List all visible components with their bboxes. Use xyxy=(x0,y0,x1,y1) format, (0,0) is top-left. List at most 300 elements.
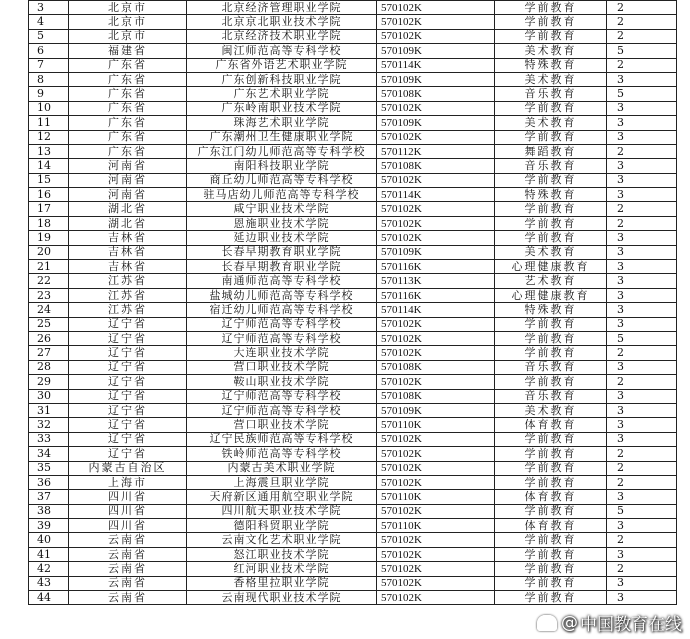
duration-cell: 3 xyxy=(607,591,677,605)
school-name-cell: 珠海艺术职业学院 xyxy=(187,116,377,130)
major-name-cell: 学前教育 xyxy=(495,29,607,43)
major-code-cell: 570108K xyxy=(377,159,495,173)
row-number-cell: 9 xyxy=(29,87,69,101)
school-name-cell: 广东艺术职业学院 xyxy=(187,87,377,101)
duration-cell: 2 xyxy=(607,15,677,29)
school-name-cell: 辽宁师范高等专科学校 xyxy=(187,317,377,331)
major-code-cell: 570109K xyxy=(377,116,495,130)
logo-icon xyxy=(537,615,557,631)
row-number-cell: 13 xyxy=(29,144,69,158)
duration-cell: 3 xyxy=(607,159,677,173)
table-row xyxy=(29,130,677,144)
province-cell: 云南省 xyxy=(69,533,187,547)
major-name-cell: 音乐教育 xyxy=(495,360,607,374)
row-number-cell: 32 xyxy=(29,418,69,432)
major-name-cell: 学前教育 xyxy=(495,547,607,561)
table-row xyxy=(29,519,677,533)
school-name-cell: 云南现代职业技术学院 xyxy=(187,591,377,605)
province-cell: 江苏省 xyxy=(69,303,187,317)
row-number-cell: 3 xyxy=(29,1,69,15)
row-number-cell: 30 xyxy=(29,389,69,403)
province-cell: 河南省 xyxy=(69,173,187,187)
row-number-cell: 16 xyxy=(29,188,69,202)
school-name-cell: 怒江职业技术学院 xyxy=(187,547,377,561)
major-code-cell: 570114K xyxy=(377,188,495,202)
duration-cell: 2 xyxy=(607,461,677,475)
major-name-cell: 学前教育 xyxy=(495,475,607,489)
duration-cell: 2 xyxy=(607,58,677,72)
school-name-cell: 北京京北职业技术学院 xyxy=(187,15,377,29)
table-row xyxy=(29,44,677,58)
province-cell: 广东省 xyxy=(69,87,187,101)
duration-cell: 2 xyxy=(607,216,677,230)
table-row xyxy=(29,360,677,374)
major-name-cell: 学前教育 xyxy=(495,432,607,446)
approval-table xyxy=(28,0,677,605)
row-number-cell: 42 xyxy=(29,562,69,576)
major-code-cell: 570102K xyxy=(377,202,495,216)
row-number-cell: 20 xyxy=(29,245,69,259)
major-name-cell: 体育教育 xyxy=(495,519,607,533)
school-name-cell: 宿迁幼儿师范高等专科学校 xyxy=(187,303,377,317)
major-code-cell: 570109K xyxy=(377,245,495,259)
table-row xyxy=(29,591,677,605)
province-cell: 上海市 xyxy=(69,475,187,489)
duration-cell: 3 xyxy=(607,303,677,317)
table-row xyxy=(29,173,677,187)
major-name-cell: 体育教育 xyxy=(495,490,607,504)
province-cell: 辽宁省 xyxy=(69,375,187,389)
table-row xyxy=(29,260,677,274)
major-name-cell: 学前教育 xyxy=(495,504,607,518)
row-number-cell: 43 xyxy=(29,576,69,590)
school-name-cell: 鞍山职业技术学院 xyxy=(187,375,377,389)
row-number-cell: 19 xyxy=(29,231,69,245)
province-cell: 辽宁省 xyxy=(69,360,187,374)
row-number-cell: 22 xyxy=(29,274,69,288)
province-cell: 湖北省 xyxy=(69,216,187,230)
major-code-cell: 570102K xyxy=(377,346,495,360)
school-name-cell: 北京经济管理职业学院 xyxy=(187,1,377,15)
major-name-cell: 音乐教育 xyxy=(495,87,607,101)
major-name-cell: 学前教育 xyxy=(495,1,607,15)
table-row xyxy=(29,375,677,389)
table-row xyxy=(29,461,677,475)
province-cell: 吉林省 xyxy=(69,260,187,274)
major-code-cell: 570102K xyxy=(377,231,495,245)
table-row xyxy=(29,58,677,72)
school-name-cell: 北京经济技术职业学院 xyxy=(187,29,377,43)
major-code-cell: 570102K xyxy=(377,317,495,331)
duration-cell: 5 xyxy=(607,504,677,518)
major-name-cell: 音乐教育 xyxy=(495,389,607,403)
major-name-cell: 美术教育 xyxy=(495,44,607,58)
watermark-text: 中国教育在线 xyxy=(580,615,682,635)
major-name-cell: 美术教育 xyxy=(495,116,607,130)
major-name-cell: 学前教育 xyxy=(495,576,607,590)
major-code-cell: 570102K xyxy=(377,447,495,461)
major-name-cell: 学前教育 xyxy=(495,101,607,115)
duration-cell: 3 xyxy=(607,274,677,288)
school-name-cell: 长春早期教育职业学院 xyxy=(187,260,377,274)
table-row xyxy=(29,72,677,86)
row-number-cell: 41 xyxy=(29,547,69,561)
row-number-cell: 14 xyxy=(29,159,69,173)
duration-cell: 5 xyxy=(607,87,677,101)
major-name-cell: 学前教育 xyxy=(495,216,607,230)
duration-cell: 3 xyxy=(607,389,677,403)
school-name-cell: 辽宁民族师范高等专科学校 xyxy=(187,432,377,446)
major-name-cell: 学前教育 xyxy=(495,331,607,345)
table-row xyxy=(29,216,677,230)
major-name-cell: 音乐教育 xyxy=(495,159,607,173)
school-name-cell: 商丘幼儿师范高等专科学校 xyxy=(187,173,377,187)
major-name-cell: 学前教育 xyxy=(495,375,607,389)
table-row xyxy=(29,159,677,173)
duration-cell: 3 xyxy=(607,188,677,202)
major-code-cell: 570109K xyxy=(377,44,495,58)
duration-cell: 3 xyxy=(607,432,677,446)
duration-cell: 2 xyxy=(607,533,677,547)
school-name-cell: 闽江师范高等专科学校 xyxy=(187,44,377,58)
school-name-cell: 内蒙古美术职业学院 xyxy=(187,461,377,475)
table-row xyxy=(29,231,677,245)
row-number-cell: 35 xyxy=(29,461,69,475)
province-cell: 四川省 xyxy=(69,504,187,518)
table-row xyxy=(29,562,677,576)
row-number-cell: 12 xyxy=(29,130,69,144)
row-number-cell: 37 xyxy=(29,490,69,504)
duration-cell: 3 xyxy=(607,547,677,561)
province-cell: 福建省 xyxy=(69,44,187,58)
row-number-cell: 27 xyxy=(29,346,69,360)
duration-cell: 2 xyxy=(607,375,677,389)
table-row xyxy=(29,144,677,158)
province-cell: 江苏省 xyxy=(69,288,187,302)
major-name-cell: 特殊教育 xyxy=(495,58,607,72)
province-cell: 江苏省 xyxy=(69,274,187,288)
table-row xyxy=(29,576,677,590)
province-cell: 云南省 xyxy=(69,576,187,590)
major-code-cell: 570102K xyxy=(377,547,495,561)
school-name-cell: 香格里拉职业学院 xyxy=(187,576,377,590)
province-cell: 广东省 xyxy=(69,116,187,130)
duration-cell: 2 xyxy=(607,475,677,489)
table-row xyxy=(29,188,677,202)
school-name-cell: 广东江门幼儿师范高等专科学校 xyxy=(187,144,377,158)
province-cell: 广东省 xyxy=(69,101,187,115)
row-number-cell: 28 xyxy=(29,360,69,374)
major-code-cell: 570102K xyxy=(377,331,495,345)
school-name-cell: 红河职业技术学院 xyxy=(187,562,377,576)
duration-cell: 2 xyxy=(607,1,677,15)
school-name-cell: 营口职业技术学院 xyxy=(187,418,377,432)
duration-cell: 3 xyxy=(607,130,677,144)
province-cell: 辽宁省 xyxy=(69,317,187,331)
province-cell: 广东省 xyxy=(69,130,187,144)
duration-cell: 3 xyxy=(607,317,677,331)
major-code-cell: 570102K xyxy=(377,1,495,15)
school-name-cell: 盐城幼儿师范高等专科学校 xyxy=(187,288,377,302)
major-code-cell: 570102K xyxy=(377,591,495,605)
duration-cell: 2 xyxy=(607,144,677,158)
table-row xyxy=(29,87,677,101)
major-code-cell: 570109K xyxy=(377,403,495,417)
duration-cell: 3 xyxy=(607,72,677,86)
school-name-cell: 辽宁师范高等专科学校 xyxy=(187,331,377,345)
province-cell: 河南省 xyxy=(69,159,187,173)
major-name-cell: 学前教育 xyxy=(495,173,607,187)
school-name-cell: 长春早期教育职业学院 xyxy=(187,245,377,259)
row-number-cell: 21 xyxy=(29,260,69,274)
duration-cell: 2 xyxy=(607,447,677,461)
major-code-cell: 570108K xyxy=(377,360,495,374)
row-number-cell: 39 xyxy=(29,519,69,533)
duration-cell: 3 xyxy=(607,418,677,432)
row-number-cell: 11 xyxy=(29,116,69,130)
major-code-cell: 570110K xyxy=(377,519,495,533)
duration-cell: 3 xyxy=(607,360,677,374)
major-code-cell: 570102K xyxy=(377,475,495,489)
table-row xyxy=(29,475,677,489)
school-name-cell: 四川航天职业技术学院 xyxy=(187,504,377,518)
province-cell: 北京市 xyxy=(69,1,187,15)
province-cell: 广东省 xyxy=(69,58,187,72)
major-name-cell: 学前教育 xyxy=(495,562,607,576)
table-row xyxy=(29,432,677,446)
table-row xyxy=(29,389,677,403)
table-row xyxy=(29,547,677,561)
province-cell: 四川省 xyxy=(69,490,187,504)
major-name-cell: 心理健康教育 xyxy=(495,288,607,302)
province-cell: 吉林省 xyxy=(69,245,187,259)
row-number-cell: 24 xyxy=(29,303,69,317)
major-name-cell: 特殊教育 xyxy=(495,188,607,202)
table-row xyxy=(29,403,677,417)
duration-cell: 3 xyxy=(607,519,677,533)
duration-cell: 3 xyxy=(607,490,677,504)
duration-cell: 3 xyxy=(607,173,677,187)
province-cell: 辽宁省 xyxy=(69,403,187,417)
major-code-cell: 570102K xyxy=(377,216,495,230)
province-cell: 内蒙古自治区 xyxy=(69,461,187,475)
row-number-cell: 18 xyxy=(29,216,69,230)
school-name-cell: 驻马店幼儿师范高等专科学校 xyxy=(187,188,377,202)
row-number-cell: 7 xyxy=(29,58,69,72)
row-number-cell: 26 xyxy=(29,331,69,345)
row-number-cell: 38 xyxy=(29,504,69,518)
row-number-cell: 10 xyxy=(29,101,69,115)
duration-cell: 3 xyxy=(607,288,677,302)
major-code-cell: 570102K xyxy=(377,375,495,389)
major-code-cell: 570109K xyxy=(377,72,495,86)
province-cell: 辽宁省 xyxy=(69,331,187,345)
major-code-cell: 570108K xyxy=(377,87,495,101)
province-cell: 辽宁省 xyxy=(69,447,187,461)
major-name-cell: 学前教育 xyxy=(495,15,607,29)
major-name-cell: 美术教育 xyxy=(495,72,607,86)
major-code-cell: 570102K xyxy=(377,533,495,547)
province-cell: 吉林省 xyxy=(69,231,187,245)
major-code-cell: 570102K xyxy=(377,15,495,29)
school-name-cell: 广东创新科技职业学院 xyxy=(187,72,377,86)
province-cell: 辽宁省 xyxy=(69,346,187,360)
table-row xyxy=(29,29,677,43)
school-name-cell: 辽宁师范高等专科学校 xyxy=(187,403,377,417)
duration-cell: 3 xyxy=(607,245,677,259)
row-number-cell: 25 xyxy=(29,317,69,331)
table-row xyxy=(29,116,677,130)
row-number-cell: 33 xyxy=(29,432,69,446)
major-name-cell: 学前教育 xyxy=(495,346,607,360)
major-code-cell: 570108K xyxy=(377,389,495,403)
major-name-cell: 学前教育 xyxy=(495,202,607,216)
watermark xyxy=(537,610,682,635)
province-cell: 北京市 xyxy=(69,29,187,43)
province-cell: 云南省 xyxy=(69,591,187,605)
duration-cell: 3 xyxy=(607,576,677,590)
duration-cell: 2 xyxy=(607,562,677,576)
major-code-cell: 570116K xyxy=(377,288,495,302)
row-number-cell: 17 xyxy=(29,202,69,216)
major-code-cell: 570102K xyxy=(377,504,495,518)
table-row xyxy=(29,202,677,216)
major-name-cell: 舞蹈教育 xyxy=(495,144,607,158)
major-name-cell: 学前教育 xyxy=(495,533,607,547)
major-name-cell: 学前教育 xyxy=(495,317,607,331)
school-name-cell: 云南文化艺术职业学院 xyxy=(187,533,377,547)
major-code-cell: 570113K xyxy=(377,274,495,288)
school-name-cell: 铁岭师范高等专科学校 xyxy=(187,447,377,461)
school-name-cell: 咸宁职业技术学院 xyxy=(187,202,377,216)
major-code-cell: 570114K xyxy=(377,303,495,317)
province-cell: 湖北省 xyxy=(69,202,187,216)
duration-cell: 3 xyxy=(607,231,677,245)
major-code-cell: 570102K xyxy=(377,130,495,144)
row-number-cell: 36 xyxy=(29,475,69,489)
table-row xyxy=(29,490,677,504)
table-row xyxy=(29,101,677,115)
duration-cell: 3 xyxy=(607,101,677,115)
row-number-cell: 44 xyxy=(29,591,69,605)
duration-cell: 2 xyxy=(607,346,677,360)
province-cell: 四川省 xyxy=(69,519,187,533)
duration-cell: 3 xyxy=(607,260,677,274)
major-name-cell: 体育教育 xyxy=(495,418,607,432)
province-cell: 辽宁省 xyxy=(69,432,187,446)
major-code-cell: 570102K xyxy=(377,576,495,590)
table-row xyxy=(29,288,677,302)
school-name-cell: 营口职业技术学院 xyxy=(187,360,377,374)
table-row xyxy=(29,504,677,518)
major-code-cell: 570102K xyxy=(377,432,495,446)
duration-cell: 5 xyxy=(607,331,677,345)
major-name-cell: 艺术教育 xyxy=(495,274,607,288)
school-name-cell: 广东岭南职业技术学院 xyxy=(187,101,377,115)
major-name-cell: 美术教育 xyxy=(495,245,607,259)
row-number-cell: 4 xyxy=(29,15,69,29)
school-name-cell: 南阳科技职业学院 xyxy=(187,159,377,173)
table-row xyxy=(29,533,677,547)
major-name-cell: 学前教育 xyxy=(495,447,607,461)
major-name-cell: 学前教育 xyxy=(495,591,607,605)
major-code-cell: 570110K xyxy=(377,418,495,432)
school-name-cell: 上海震旦职业学院 xyxy=(187,475,377,489)
table-row xyxy=(29,317,677,331)
school-name-cell: 广东潮州卫生健康职业学院 xyxy=(187,130,377,144)
province-cell: 辽宁省 xyxy=(69,418,187,432)
major-code-cell: 570110K xyxy=(377,490,495,504)
watermark-at: @ xyxy=(561,612,578,633)
province-cell: 云南省 xyxy=(69,547,187,561)
duration-cell: 3 xyxy=(607,403,677,417)
row-number-cell: 5 xyxy=(29,29,69,43)
major-code-cell: 570102K xyxy=(377,461,495,475)
row-number-cell: 40 xyxy=(29,533,69,547)
row-number-cell: 8 xyxy=(29,72,69,86)
major-code-cell: 570114K xyxy=(377,58,495,72)
school-name-cell: 恩施职业技术学院 xyxy=(187,216,377,230)
major-code-cell: 570112K xyxy=(377,144,495,158)
school-name-cell: 广东省外语艺术职业学院 xyxy=(187,58,377,72)
table-row xyxy=(29,346,677,360)
major-name-cell: 美术教育 xyxy=(495,403,607,417)
duration-cell: 5 xyxy=(607,44,677,58)
school-name-cell: 延边职业技术学院 xyxy=(187,231,377,245)
table-row xyxy=(29,15,677,29)
row-number-cell: 29 xyxy=(29,375,69,389)
document-page xyxy=(28,0,676,605)
table-row xyxy=(29,303,677,317)
school-name-cell: 辽宁师范高等专科学校 xyxy=(187,389,377,403)
major-code-cell: 570102K xyxy=(377,101,495,115)
table-row xyxy=(29,1,677,15)
school-name-cell: 南通师范高等专科学校 xyxy=(187,274,377,288)
province-cell: 云南省 xyxy=(69,562,187,576)
table-row xyxy=(29,245,677,259)
province-cell: 河南省 xyxy=(69,188,187,202)
table-row xyxy=(29,274,677,288)
major-name-cell: 学前教育 xyxy=(495,461,607,475)
school-name-cell: 大连职业技术学院 xyxy=(187,346,377,360)
school-name-cell: 德阳科贸职业学院 xyxy=(187,519,377,533)
row-number-cell: 23 xyxy=(29,288,69,302)
province-cell: 北京市 xyxy=(69,15,187,29)
row-number-cell: 6 xyxy=(29,44,69,58)
table-row xyxy=(29,447,677,461)
major-code-cell: 570102K xyxy=(377,562,495,576)
major-name-cell: 心理健康教育 xyxy=(495,260,607,274)
major-name-cell: 特殊教育 xyxy=(495,303,607,317)
table-row xyxy=(29,418,677,432)
duration-cell: 3 xyxy=(607,116,677,130)
row-number-cell: 34 xyxy=(29,447,69,461)
row-number-cell: 15 xyxy=(29,173,69,187)
duration-cell: 2 xyxy=(607,202,677,216)
major-code-cell: 570102K xyxy=(377,173,495,187)
table-body xyxy=(29,1,677,605)
major-code-cell: 570102K xyxy=(377,29,495,43)
province-cell: 广东省 xyxy=(69,144,187,158)
major-name-cell: 学前教育 xyxy=(495,231,607,245)
province-cell: 广东省 xyxy=(69,72,187,86)
table-row xyxy=(29,331,677,345)
duration-cell: 2 xyxy=(607,29,677,43)
major-code-cell: 570116K xyxy=(377,260,495,274)
school-name-cell: 天府新区通用航空职业学院 xyxy=(187,490,377,504)
province-cell: 辽宁省 xyxy=(69,389,187,403)
major-name-cell: 学前教育 xyxy=(495,130,607,144)
